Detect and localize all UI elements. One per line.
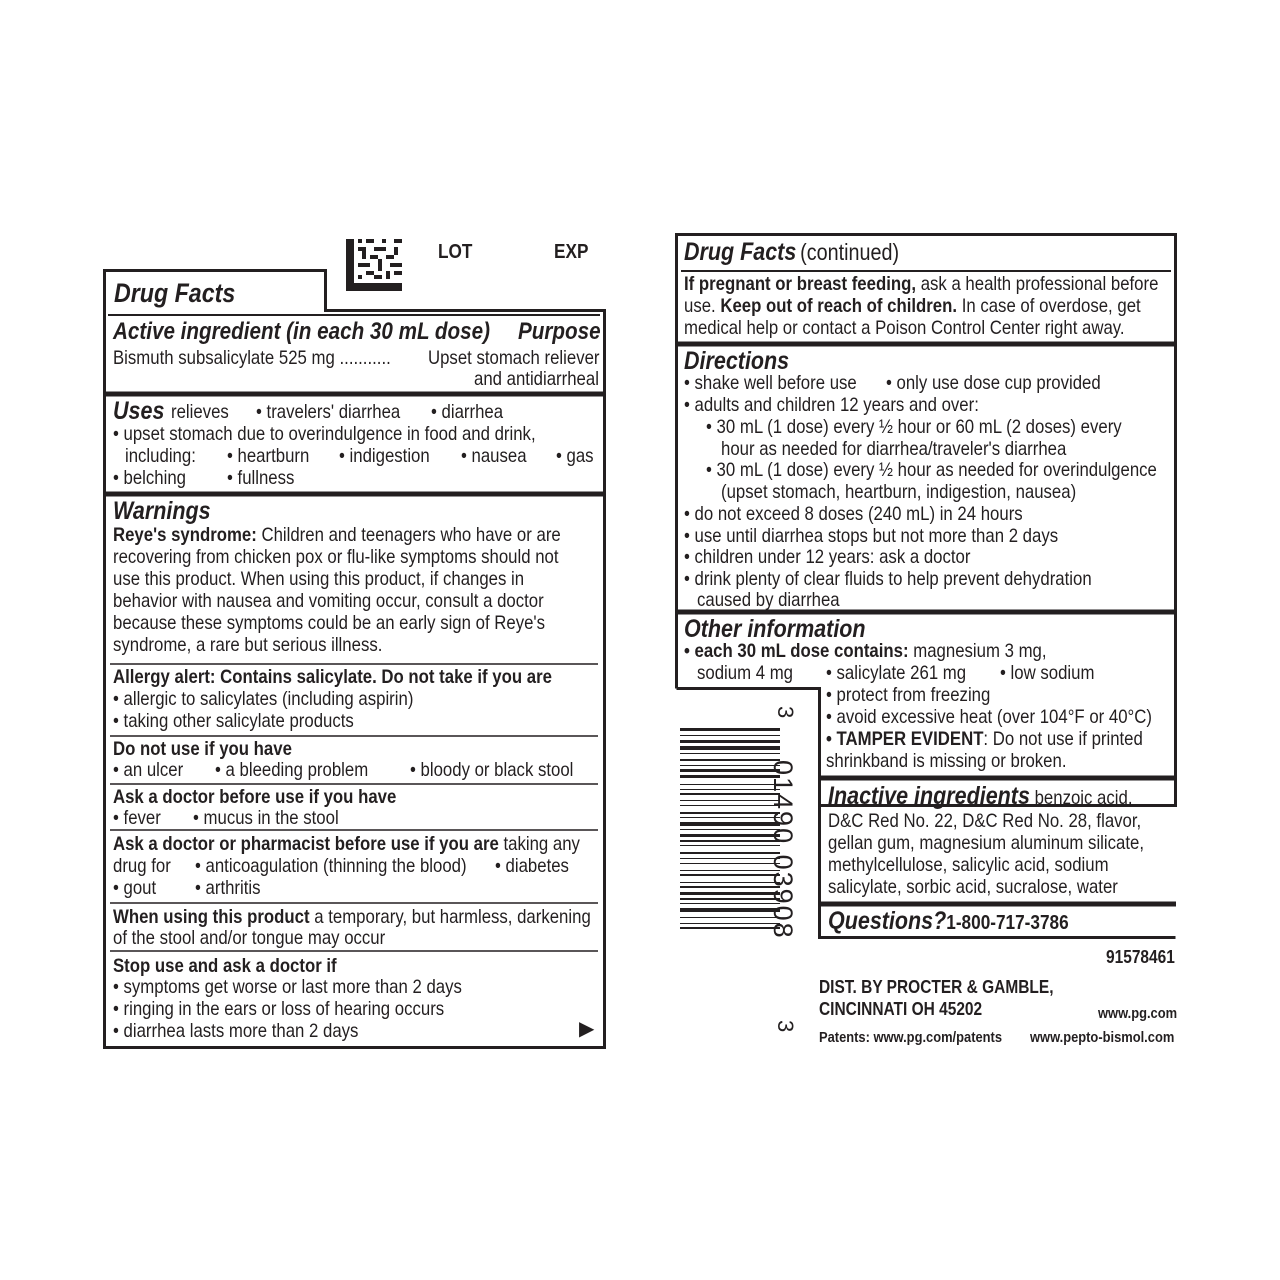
stop-3: • diarrhea lasts more than 2 days [113,1020,359,1042]
barcode-stripe [680,852,780,854]
other-2b: • salicylate 261 mg [826,662,967,684]
stop-2: • ringing in the ears or loss of hearing occurs [113,998,445,1020]
dir-4: hour as needed for diarrhea/traveler's diarrhea [721,438,1067,460]
uses-l1c: • diarrhea [431,401,504,423]
barcode-stripe [680,858,780,859]
askp-title: Ask a doctor or pharmacist before use if you are taking any [113,833,580,855]
other-heading: Other information [684,615,866,643]
ask-b: • mucus in the stool [193,807,339,829]
reye-line-2: recovering from chicken pox or flu-like symptoms should not [113,546,559,568]
product-code: 91578461 [1106,947,1175,967]
questions-section: Questions?1-800-717-3786 [828,907,1069,935]
barcode-stripe [680,903,780,904]
right-title: Drug Facts (continued) [684,238,900,266]
uses-l3a: including: [125,445,196,467]
barcode-stripe [680,753,780,754]
barcode [680,700,810,1045]
barcode-stripe [680,845,780,846]
reye-line-3: use this product. When using this product, if changes in [113,568,525,590]
when-line-1: When using this product a temporary, but harmless, darkening [113,906,591,928]
barcode-stripe [680,817,780,818]
reye-line-6: syndrome, a rare but serious illness. [113,634,383,656]
dir-6: (upset stomach, heartburn, indigestion, nausea) [721,481,1077,503]
uses-heading: Uses [113,397,165,425]
askp-l2b: • anticoagulation (thinning the blood) [195,855,467,877]
pepto-website: www.pepto-bismol.com [1030,1029,1175,1046]
uses-l3c: • indigestion [339,445,430,467]
barcode-stripe [680,923,780,924]
uses-l4b: • fullness [227,467,295,489]
uses-l3e: • gas [556,445,594,467]
barcode-stripe [680,800,780,801]
barcode-stripe [680,812,780,814]
barcode-stripe [680,789,780,790]
exp-label: EXP [554,241,589,263]
patents-line: Patents: www.pg.com/patents [819,1029,1003,1046]
barcode-stripe [680,822,780,826]
donot-c: • bloody or black stool [410,759,574,781]
distributor-line-1: DIST. BY PROCTER & GAMBLE, [819,977,1054,997]
askp-l2a: drug for [113,855,171,877]
askp-l3b: • arthritis [195,877,261,899]
uses-l1a: relieves [171,401,229,423]
directions-heading: Directions [684,347,790,375]
askp-l3a: • gout [113,877,157,899]
other-4: • avoid excessive heat (over 104°F or 40°C) [826,706,1152,728]
barcode-stripe [680,740,780,742]
barcode-stripe [680,769,780,772]
barcode-stripe [680,775,780,777]
donot-a: • an ulcer [113,759,184,781]
barcode-trail-digit: 3 [773,706,798,719]
barcode-stripe [680,898,780,900]
dir-8: • use until diarrhea stops but not more than 2 days [684,525,1059,547]
reye-line-4: behavior with nausea and vomiting occur, consult a doctor [113,590,544,612]
barcode-stripe [680,863,780,864]
barcode-stripe [680,882,780,883]
uses-l3d: • nausea [461,445,527,467]
barcode-stripe [680,735,780,736]
other-2c: • low sodium [1000,662,1095,684]
barcode-stripe [680,840,780,842]
barcode-digits: 01490 03908 [768,760,798,940]
distributor-line-2: CINCINNATI OH 45202 [819,999,983,1019]
inactive-5: salicylate, sorbic acid, sucralose, water [828,876,1118,898]
active-ingredient-line: Bismuth subsalicylate 525 mg ........... [113,347,391,369]
barcode-stripe [680,728,780,731]
barcode-stripe [680,793,780,795]
barcode-stripe [680,870,780,871]
stop-1: • symptoms get worse or last more than 2 days [113,976,462,998]
barcode-stripe [680,746,780,750]
purpose-heading: Purpose [518,318,601,345]
active-heading: Active ingredient (in each 30 mL dose) [113,318,490,345]
uses-l2: • upset stomach due to overindulgence in food and drink, [113,423,536,445]
uses-l4a: • belching [113,467,187,489]
barcode-stripe [680,908,780,912]
barcode-bars [680,728,780,1018]
allergy-title: Allergy alert: Contains salicylate. Do not take if you are [113,666,552,688]
preg-line-3: medical help or contact a Poison Control Center right away. [684,317,1125,339]
purpose-line-1: Upset stomach reliever [428,347,600,369]
other-1: • each 30 mL dose contains: magnesium 3 mg, [684,640,1047,662]
barcode-stripe [680,917,780,918]
barcode-lead-digit: 3 [773,1020,798,1033]
donot-title: Do not use if you have [113,738,292,760]
barcode-stripe [680,892,780,895]
inactive-4: methylcellulose, salicylic acid, sodium [828,854,1109,876]
dir-5: • 30 mL (1 dose) every ½ hour as needed for overindulgence [706,459,1157,481]
ask-a: • fever [113,807,161,829]
left-title: Drug Facts [114,278,236,308]
preg-line-1: If pregnant or breast feeding, ask a health professional before [684,273,1159,295]
reye-line-5: because these symptoms could be an early sign of Reye's [113,612,546,634]
barcode-stripe [680,874,780,876]
barcode-stripe [680,765,780,766]
dir-3: • 30 mL (1 dose) every ½ hour or 60 mL (2 doses) every [706,416,1122,438]
lot-label: LOT [438,241,473,263]
pg-website: www.pg.com [1098,1005,1178,1022]
dir-1b: • only use dose cup provided [886,372,1101,394]
inactive-1: Inactive ingredients benzoic acid, [828,782,1133,810]
continue-arrow-icon: ▶ [579,1018,595,1040]
dir-1a: • shake well before use [684,372,857,394]
inactive-3: gellan gum, magnesium aluminum silicate, [828,832,1144,854]
barcode-stripe [680,805,780,806]
uses-l3b: • heartburn [227,445,310,467]
dir-2: • adults and children 12 years and over: [684,394,979,416]
other-3: • protect from freezing [826,684,991,706]
dir-7: • do not exceed 8 doses (240 mL) in 24 hours [684,503,1023,525]
allergy-2: • taking other salicylate products [113,710,354,732]
barcode-stripe [680,759,780,761]
other-6: shrinkband is missing or broken. [826,750,1067,772]
barcode-stripe [680,886,780,888]
purpose-line-2: and antidiarrheal [474,368,599,390]
dir-11: caused by diarrhea [697,589,840,611]
barcode-stripe [680,829,780,830]
preg-line-2: use. Keep out of reach of children. In case of overdose, get [684,295,1141,317]
warnings-heading: Warnings [113,497,211,525]
when-line-2: of the stool and/or tongue may occur [113,927,386,949]
barcode-stripe [680,927,780,929]
other-5: • TAMPER EVIDENT: Do not use if printed [826,728,1143,750]
other-2a: sodium 4 mg [697,662,794,684]
dir-9: • children under 12 years: ask a doctor [684,546,971,568]
barcode-stripe [680,784,780,785]
barcode-stripe [680,834,780,837]
inactive-2: D&C Red No. 22, D&C Red No. 28, flavor, [828,810,1142,832]
donot-b: • a bleeding problem [215,759,369,781]
allergy-1: • allergic to salicylates (including aspirin) [113,688,414,710]
askp-l2c: • diabetes [495,855,569,877]
stop-title: Stop use and ask a doctor if [113,955,337,977]
ask-title: Ask a doctor before use if you have [113,786,397,808]
uses-l1b: • travelers' diarrhea [256,401,401,423]
reye-line-1: Reye's syndrome: Children and teenagers who have or are [113,524,561,546]
dir-10: • drink plenty of clear fluids to help prevent dehydration [684,568,1092,590]
